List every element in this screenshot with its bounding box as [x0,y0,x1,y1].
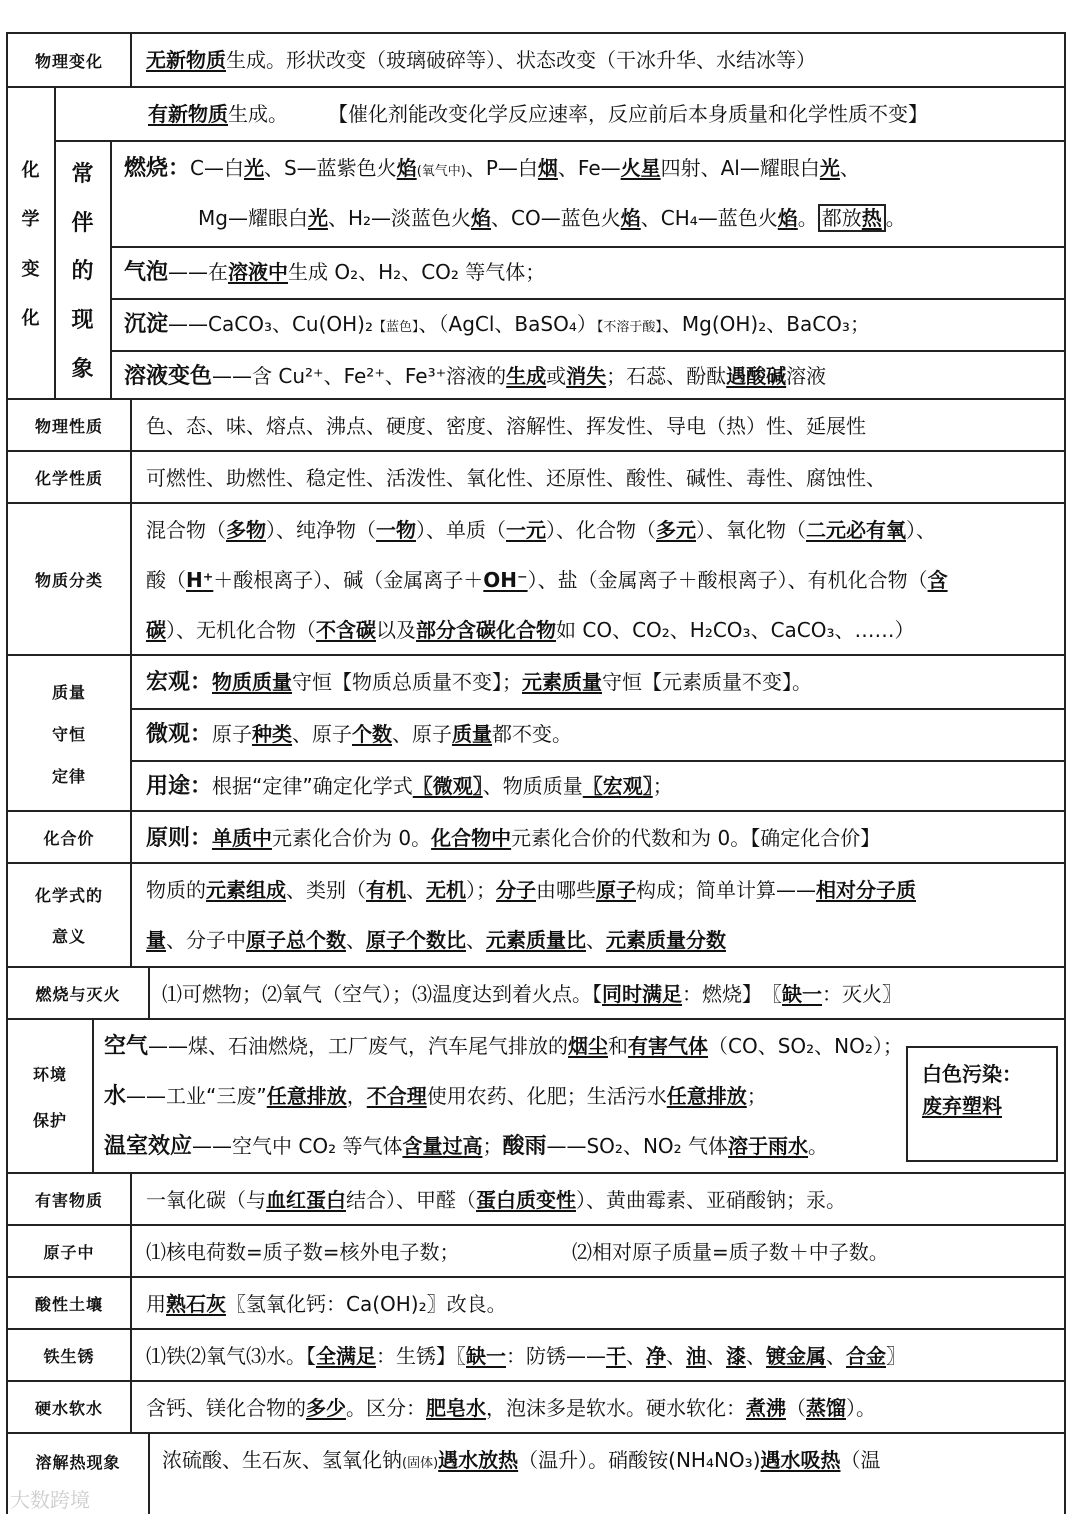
row-label: 燃烧与灭火 [8,968,150,1018]
row-combustion [8,966,1064,1018]
row-label: 化合价 [8,812,132,862]
row-text: ⑴可燃物；⑵氧气（空气）；⑶温度达到着火点。【同时满足：燃烧】 〖缺一：灭火〗 [162,982,902,1006]
env-water: 水——工业“三废”任意排放，不合理使用农药、化肥；生活污水任意排放； [104,1084,767,1109]
row-label: 物理变化 [8,34,132,86]
white-pollution-title: 白色污染： [922,1062,1022,1086]
class-line-2: 酸（H⁺＋酸根离子）、碱（金属离子＋OH⁻）、盐（金属离子＋酸根离子）、有机化合物（含 [146,568,948,592]
row-label: 铁生锈 [8,1330,132,1380]
class-line-1: 混合物（多物）、纯净物（一物）、单质（一元）、化合物（多元）、氧化物（二元必有氧）、 [146,518,936,542]
row-harmful [8,1172,1064,1224]
row-text: 无新物质生成。形状改变（玻璃破碎等）、状态改变（干冰升华、水结冰等） [146,48,816,72]
row-physical-change [8,32,1064,86]
row-text: ⑴铁⑵氧气⑶水。【全满足：生锈】〖缺一：防锈——干、净、油、漆、镀金属、合金〗 [146,1344,906,1368]
class-line-3: 碳）、无机化合物（不含碳以及部分含碳化合物如 CO、CO₂、H₂CO₃、CaCO₃、……） [146,618,915,642]
precipitate-line: 沉淀——CaCO₃、Cu(OH)₂【蓝色】、（AgCl、BaSO₄）【不溶于酸】、Mg(OH)₂、BaCO₃； [112,298,1064,350]
row-classification [8,502,1064,654]
row-label: 物质分类 [8,504,132,654]
row-text: 含钙、镁化合物的多少。区分：肥皂水，泡沫多是软水。硬水软化：煮沸（蒸馏）。 [146,1396,876,1420]
row-text: 可燃性、助燃性、稳定性、活泼性、氧化性、还原性、酸性、碱性、毒性、腐蚀性、 [146,466,886,490]
watermark: 大数跨境 [10,1488,90,1512]
row-text: 色、态、味、熔点、沸点、硬度、密度、溶解性、挥发性、导电（热）性、延展性 [146,414,866,438]
row-chemical-property [8,450,1064,502]
conservation-use: 用途：根据“定律”确定化学式〖微观〗、物质质量〖宏观〗； [132,760,1064,812]
row-text: 浓硫酸、生石灰、氢氧化钠(固体)遇水放热（温升）。硝酸铵(NH₄NO₃)遇水吸热（温 [162,1448,881,1472]
row-label: 化学性质 [8,452,132,502]
env-air: 空气——煤、石油燃烧，工厂废气，汽车尾气排放的烟尘和有害气体（CO、SO₂、NO₂）； [104,1034,903,1059]
burn-line-2: Mg—耀眼白光、H₂—淡蓝色火焰、CO—蓝色火焰、CH₄—蓝色火焰。 都放热 。 [198,206,906,230]
row-text: 一氧化碳（与血红蛋白结合）、甲醛（蛋白质变性）、黄曲霉素、亚硝酸钠；汞。 [146,1188,846,1212]
row-acid-soil [8,1276,1064,1328]
atom-rule-2: ⑵相对原子质量=质子数＋中子数。 [572,1240,889,1264]
row-rust [8,1328,1064,1380]
phenomena-block [56,140,1064,398]
row-formula-meaning [8,862,1064,966]
row-chemical-change [8,86,1064,398]
formula-line-1: 物质的元素组成、类别（有机、无机）；分子由哪些原子构成；简单计算——相对分子质 [146,878,916,902]
row-label: 质量 守恒 定律 [8,656,132,810]
row-dissolve-heat [8,1432,1064,1514]
phenomena-label: 常 伴 的 现 象 [56,142,112,398]
env-greenhouse: 温室效应——空气中 CO₂ 等气体含量过高；酸雨——SO₂、NO₂ 气体溶于雨水。 [104,1134,829,1159]
row-physical-property [8,398,1064,450]
row-label: 有害物质 [8,1174,132,1224]
row-atom [8,1224,1064,1276]
row-label: 化 学 变 化 [8,88,56,398]
knowledge-table [6,32,1066,1514]
row-label: 酸性土壤 [8,1278,132,1328]
formula-line-2: 量、分子中原子总个数、原子个数比、元素质量比、元素质量分数 [146,928,726,952]
row-label: 环境 保护 [8,1020,94,1172]
row-label: 物理性质 [8,400,132,450]
burn-line-1: 燃烧：C—白光、S—蓝紫色火焰(氧气中)、P—白烟、Fe—火星四射、Al—耀眼白光、 [124,156,860,181]
row-label: 原子中 [8,1226,132,1276]
white-pollution-text: 废弃塑料 [922,1094,1002,1118]
bubble-line: 气泡——在溶液中生成 O₂、H₂、CO₂ 等气体； [112,246,1064,298]
white-pollution-note [906,1046,1058,1162]
row-valence [8,810,1064,862]
row-label: 化学式的 意义 [8,864,132,966]
conservation-micro: 微观：原子种类、原子个数、原子质量都不变。 [132,708,1064,760]
color-change-line: 溶液变色——含 Cu²⁺、Fe²⁺、Fe³⁺溶液的生成或消失；石蕊、酚酞遇酸碱溶液 [112,350,1064,400]
row-hard-water [8,1380,1064,1432]
row-conservation [8,654,1064,810]
row-label: 溶解热现象 [8,1434,150,1514]
conservation-macro: 宏观：物质质量守恒【物质总质量不变】；元素质量守恒【元素质量不变】。 [146,670,813,695]
chem-top-line: 有新物质生成。 【催化剂能改变化学反应速率，反应前后本身质量和化学性质不变】 [148,102,928,126]
atom-rule-1: ⑴核电荷数=质子数=核外电子数； [146,1240,460,1264]
row-label: 硬水软水 [8,1382,132,1432]
row-text: 用熟石灰〖氢氧化钙：Ca(OH)₂〗改良。 [146,1292,507,1316]
row-text: 原则：单质中元素化合价为 0。化合物中元素化合价的代数和为 0。【确定化合价】 [146,826,881,851]
